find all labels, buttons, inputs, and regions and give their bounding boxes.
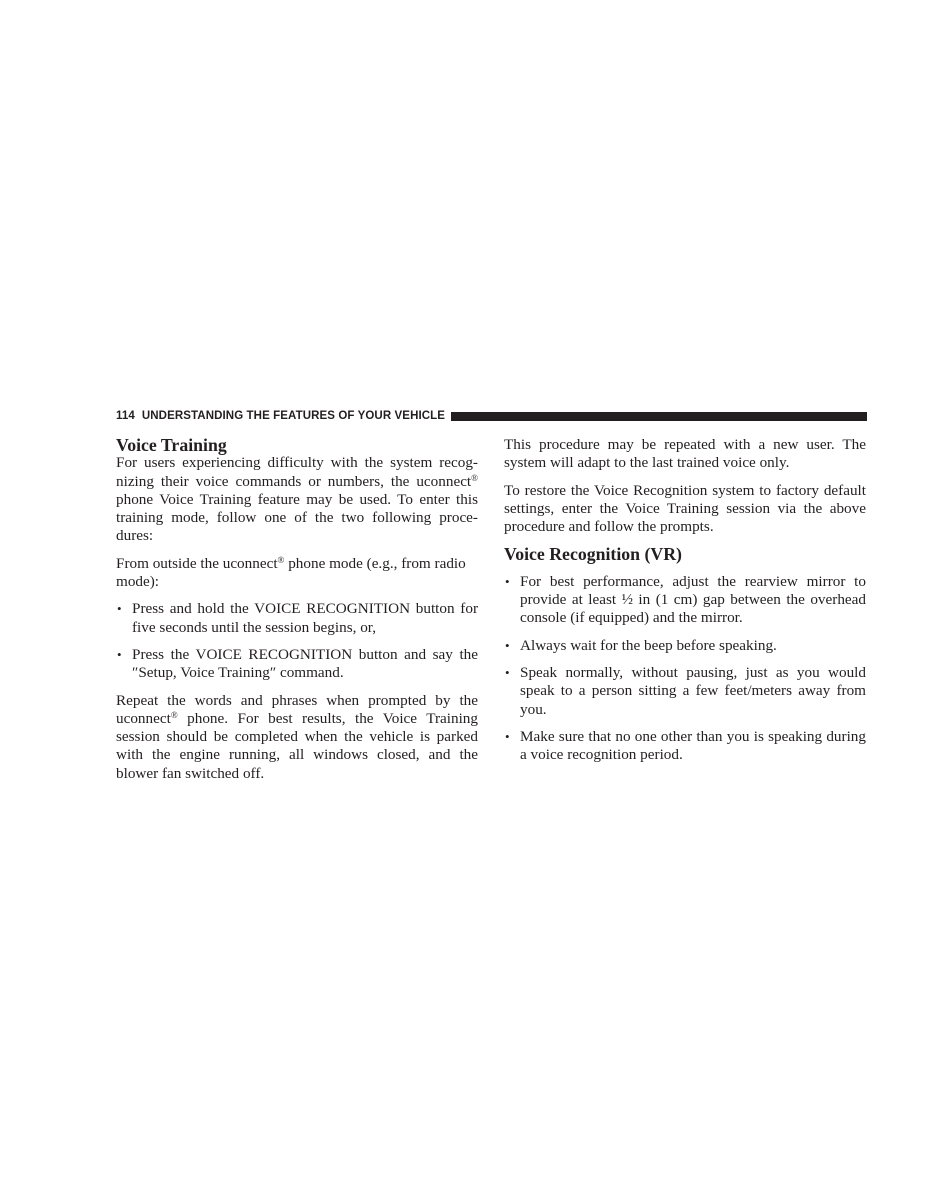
list-item bbox=[116, 600, 478, 637]
repeat-procedure-paragraph: This procedure may be repeated with a new user. The system will adapt to the last trained voice only. bbox=[504, 436, 866, 472]
header-text bbox=[116, 410, 445, 422]
outside-text-b: phone mode (e.g., from radio mode): bbox=[116, 554, 466, 591]
voice-training-intro bbox=[116, 454, 478, 545]
repeat-text-a: Repeat the words and phrases when prompted by the uconnect bbox=[116, 691, 478, 727]
list-item-text: Speak normally, without pausing, just as you would speak to a person sitting a few feet/meters away from you. bbox=[520, 663, 866, 718]
right-column bbox=[504, 436, 866, 773]
list-item bbox=[116, 646, 478, 683]
list-item bbox=[504, 637, 866, 655]
bullet-icon: • bbox=[505, 573, 510, 589]
restore-defaults-paragraph: To restore the Voice Recognition system to factory default settings, enter the Voice Training session via the above procedure and follow the prompts. bbox=[504, 481, 866, 536]
list-item bbox=[504, 573, 866, 628]
bullet-icon: • bbox=[505, 728, 510, 744]
list-item bbox=[504, 728, 866, 765]
registered-mark: ® bbox=[471, 472, 478, 483]
list-item-text: Make sure that no one other than you is speaking during a voice recognition period. bbox=[520, 727, 866, 764]
intro-text-b: phone Voice Training feature may be used. To enter this training mode, follow one of the two following proce- dures: bbox=[116, 490, 478, 545]
section-title: UNDERSTANDING THE FEATURES OF YOUR VEHICLE bbox=[141, 410, 446, 422]
page-header bbox=[116, 409, 867, 423]
bullet-icon: • bbox=[505, 637, 510, 653]
repeat-paragraph bbox=[116, 692, 478, 783]
voice-recognition-heading: Voice Recognition (VR) bbox=[504, 544, 682, 565]
header-rule bbox=[451, 412, 867, 421]
bullet-icon: • bbox=[117, 601, 122, 617]
left-column bbox=[116, 436, 478, 792]
bullet-icon: • bbox=[117, 646, 122, 662]
page-number: 114 bbox=[116, 410, 135, 422]
bullet-icon: • bbox=[505, 664, 510, 680]
list-item-text: Always wait for the beep before speaking. bbox=[520, 636, 777, 654]
voice-training-heading: Voice Training bbox=[116, 435, 227, 455]
outside-text-a: From outside the uconnect bbox=[116, 554, 278, 572]
intro-text-a: For users experiencing difficulty with the system recog- nizing their voice commands or numbers, the uconnect bbox=[116, 454, 478, 490]
list-item-text: For best performance, adjust the rearview mirror to provide at least ½ in (1 cm) gap between the overhead console (if equipped) and the mirror. bbox=[520, 572, 866, 627]
list-item-text: Press and hold the VOICE RECOGNITION button for five seconds until the session begins, or, bbox=[132, 600, 478, 636]
list-item-text: Press the VOICE RECOGNITION button and say the ″Setup, Voice Training″ command. bbox=[132, 645, 478, 682]
repeat-text-b: phone. For best results, the Voice Training session should be completed when the vehicle is parked with the engine running, all windows closed, and the blower fan switched off. bbox=[116, 709, 478, 782]
registered-mark: ® bbox=[277, 554, 285, 565]
list-item bbox=[504, 664, 866, 719]
voice-training-steps bbox=[116, 600, 478, 682]
voice-recognition-tips bbox=[504, 573, 866, 765]
registered-mark: ® bbox=[170, 709, 178, 720]
outside-mode-paragraph bbox=[116, 555, 478, 592]
